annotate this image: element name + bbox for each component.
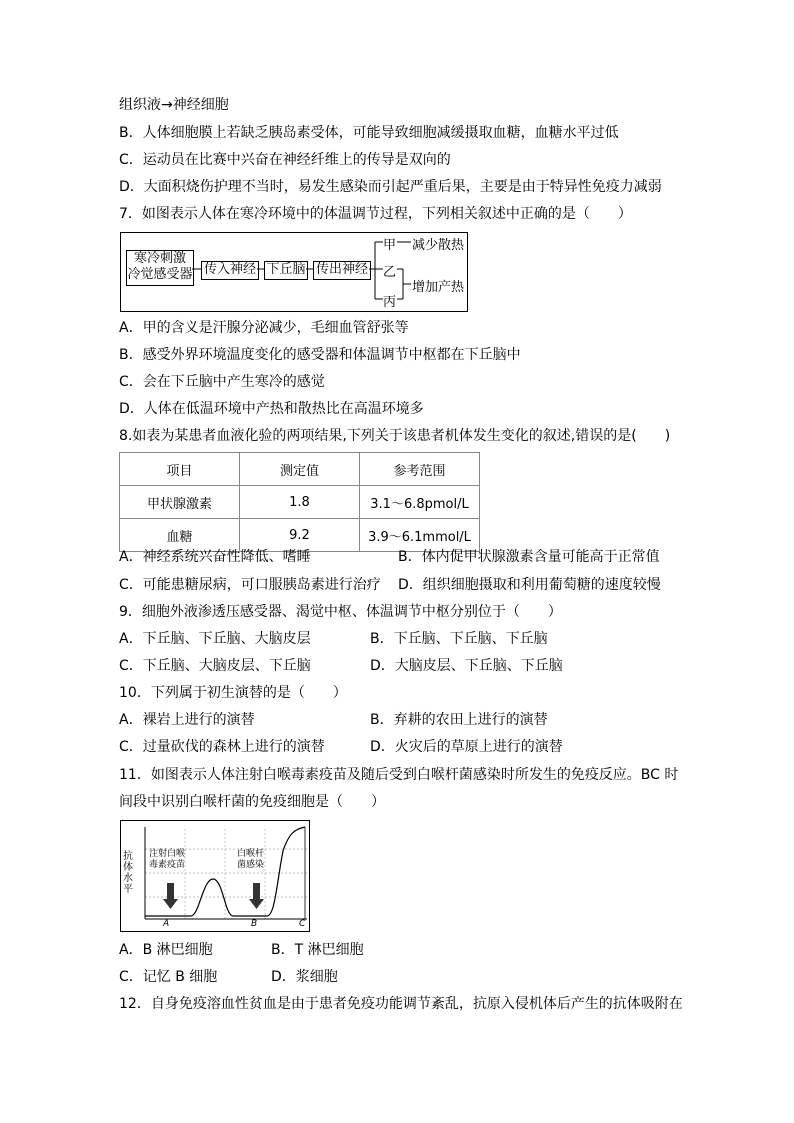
option-10a: A．裸岩上进行的演替 <box>119 712 255 728</box>
option-6c: C．运动员在比赛中兴奋在神经纤维上的传导是双向的 <box>119 152 451 168</box>
table-cell: 血糖 <box>120 519 240 552</box>
table-row <box>120 486 480 519</box>
table-header: 测定值 <box>240 453 360 486</box>
y-label-char: 水 <box>123 873 133 884</box>
question-7: 7．如图表示人体在寒冷环境中的体温调节过程，下列相关叙述中正确的是（ ） <box>119 206 632 222</box>
text-line: 组织液→神经细胞 <box>119 97 229 113</box>
table-cell: 3.1～6.8pmol/L <box>360 486 480 519</box>
infection-annotation <box>237 849 264 871</box>
blood-test-table <box>119 452 480 552</box>
option-10c: C．过量砍伐的森林上进行的演替 <box>119 739 325 755</box>
option-10d: D．火灾后的草原上进行的演替 <box>370 739 563 755</box>
y-label-char: 体 <box>123 862 133 873</box>
option-11d: D．浆细胞 <box>271 969 338 985</box>
table-cell: 1.8 <box>240 486 360 519</box>
thermoregulation-diagram <box>120 232 468 312</box>
y-label-char: 平 <box>123 884 133 895</box>
y-axis-label <box>123 851 133 895</box>
option-9c: C．下丘脑、大脑皮层、下丘脑 <box>119 658 311 674</box>
table-cell: 甲状腺激素 <box>120 486 240 519</box>
option-7d: D．人体在低温环境中产热和散热比在高温环境多 <box>119 401 424 417</box>
stimulus-line-2: 冷觉感受器 <box>127 267 193 282</box>
graph-plot <box>121 821 309 931</box>
annotation-line: 注射白喉 <box>149 849 186 859</box>
bing-label: 丙 <box>383 295 397 310</box>
option-11b: B．T 淋巴细胞 <box>271 942 364 958</box>
mark-a: A <box>163 919 170 929</box>
yi-label: 乙 <box>383 265 397 280</box>
option-7b: B．感受外界环境温度变化的感受器和体温调节中枢都在下丘脑中 <box>119 347 521 363</box>
mark-b: B <box>251 919 258 929</box>
table-header-row <box>120 453 480 486</box>
option-6b: B．人体细胞膜上若缺乏胰岛素受体，可能导致细胞减缓摄取血糖，血糖水平过低 <box>119 125 619 141</box>
jia-label: 甲 <box>383 238 397 253</box>
efferent-nerve-box: 传出神经 <box>313 261 371 280</box>
option-10b: B．弃耕的农田上进行的演替 <box>370 712 548 728</box>
y-label-char: 抗 <box>123 851 133 862</box>
option-7a: A．甲的含义是汗腺分泌减少，毛细血管舒张等 <box>119 320 409 336</box>
table-header: 参考范围 <box>360 453 480 486</box>
question-12: 12．自身免疫溶血性贫血是由于患者免疫功能调节紊乱，抗原入侵机体后产生的抗体吸附在 <box>119 996 683 1012</box>
question-9: 9．细胞外液渗透压感受器、渴觉中枢、体温调节中枢分别位于（ ） <box>119 604 562 620</box>
option-9a: A．下丘脑、下丘脑、大脑皮层 <box>119 631 311 647</box>
option-8d: D．组织细胞摄取和利用葡萄糖的速度较慢 <box>398 577 661 593</box>
option-8a: A．神经系统兴奋性降低、嗜睡 <box>119 549 311 565</box>
question-11-line-2: 间段中识别白喉杆菌的免疫细胞是（ ） <box>119 794 385 810</box>
mark-c: C <box>299 919 306 929</box>
option-11a: A．B 淋巴细胞 <box>119 942 213 958</box>
question-8: 8.如表为某患者血液化验的两项结果,下列关于该患者机体发生变化的叙述,错误的是( ) <box>119 428 671 444</box>
annotation-line: 菌感染 <box>237 860 265 870</box>
option-7c: C．会在下丘脑中产生寒冷的感觉 <box>119 374 325 390</box>
question-10: 10．下列属于初生演替的是（ ） <box>119 685 347 701</box>
table-row <box>120 519 480 552</box>
increase-heat-label: 增加产热 <box>412 280 465 295</box>
option-9d: D．大脑皮层、下丘脑、下丘脑 <box>370 658 563 674</box>
reduce-heat-loss-label: 减少散热 <box>412 238 465 253</box>
afferent-nerve-box: 传入神经 <box>201 261 259 280</box>
stimulus-line-1: 寒冷刺激 <box>133 251 186 266</box>
annotation-line: 毒素疫苗 <box>149 860 186 870</box>
antibody-level-graph <box>120 820 310 932</box>
option-11c: C．记忆 B 细胞 <box>119 969 218 985</box>
annotation-line: 白喉杆 <box>237 849 265 859</box>
table-cell: 3.9～6.1mmol/L <box>360 519 480 552</box>
table-header: 项目 <box>120 453 240 486</box>
question-11-line-1: 11．如图表示人体注射白喉毒素疫苗及随后受到白喉杆菌感染时所发生的免疫反应。BC 时 <box>119 767 679 783</box>
table-cell: 9.2 <box>240 519 360 552</box>
hypothalamus-box: 下丘脑 <box>264 261 308 280</box>
option-9b: B．下丘脑、下丘脑、下丘脑 <box>370 631 548 647</box>
option-6d: D．大面积烧伤护理不当时，易发生感染而引起严重后果，主要是由于特异性免疫力减弱 <box>119 179 662 195</box>
vaccine-annotation <box>149 849 185 871</box>
option-8b: B．体内促甲状腺激素含量可能高于正常值 <box>398 549 660 565</box>
option-8c: C．可能患糖尿病，可口服胰岛素进行治疗 <box>119 577 381 593</box>
